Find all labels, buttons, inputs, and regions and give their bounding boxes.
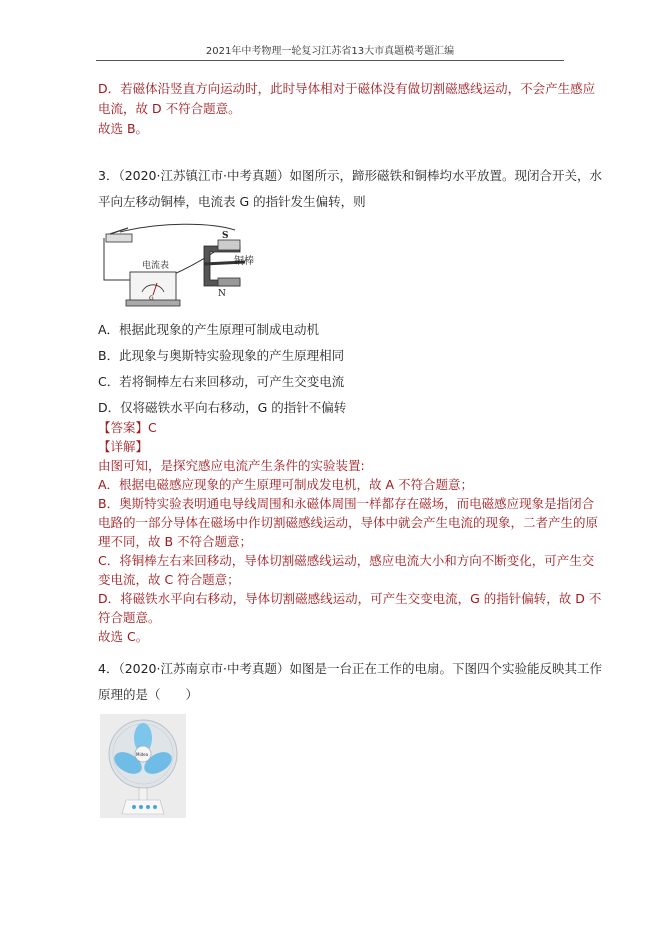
electric-fan-image xyxy=(100,714,186,818)
rod-label: 铜棒 xyxy=(234,256,254,267)
switch-base xyxy=(106,234,132,242)
q4-stem xyxy=(98,656,602,708)
q3-option-b: B．此现象与奥斯特实验现象的产生原理相同 xyxy=(98,348,345,363)
detail-line: 电路的一部分导体在磁场中作切割磁感线运动，导体中就会产生电流的现象，二者产生的原 xyxy=(98,515,599,530)
page-header: 2021年中考物理一轮复习江苏省13大市真题模考题汇编 xyxy=(205,46,455,57)
detail-line: 故选 C。 xyxy=(98,629,149,644)
north-pole-label: N xyxy=(218,289,226,299)
q4-stem-line: 4．（2020·江苏南京市·中考真题）如图是一台正在工作的电扇。下图四个实验能反映其工作 xyxy=(98,661,602,676)
detail-line: B．奥斯特实验表明通电导线周围和永磁体周围一样都存在磁场，而电磁感应现象是指闭合 xyxy=(98,496,595,511)
detail-line: D．将磁铁水平向右移动，导体切割磁感线运动，可产生交变电流，G 的指针偏转，故 D 不 xyxy=(98,591,602,606)
q3-stem xyxy=(98,163,602,215)
detail-line: 由图可知，是探究感应电流产生条件的实验装置: xyxy=(98,458,365,473)
detail-line: C．将铜棒左右来回移动，导体切割磁感线运动，感应电流大小和方向不断变化，可产生交 xyxy=(98,553,595,568)
q3-apparatus-figure xyxy=(100,220,270,310)
q3-solution xyxy=(98,418,602,646)
prev-answer-line: D．若磁体沿竖直方向运动时，此时导体相对于磁体没有做切割磁感线运动，不会产生感应 xyxy=(98,81,596,96)
detail-line: A．根据电磁感应现象的产生原理可制成发电机，故 A 不符合题意； xyxy=(98,477,474,492)
ammeter-label: 电流表 xyxy=(142,261,170,271)
south-pole-label: S xyxy=(222,231,229,241)
q3-stem-line: 3．（2020·江苏镇江市·中考真题）如图所示，蹄形磁铁和铜棒均水平放置。现闭合开关，水 xyxy=(98,168,602,183)
detail-line: 变电流，故 C 符合题意； xyxy=(98,572,240,587)
detail-line: 理不同，故 B 不符合题意； xyxy=(98,534,253,549)
q4-stem-line: 原理的是（ ） xyxy=(98,687,199,702)
previous-answer xyxy=(98,79,596,139)
detail-label: 【详解】 xyxy=(98,439,149,454)
answer-label: 【答案】C xyxy=(98,420,157,435)
prev-answer-line: 电流，故 D 不符合题意。 xyxy=(98,101,241,116)
prev-answer-line: 故选 B。 xyxy=(98,121,149,136)
q3-option-c: C．若将铜棒左右来回移动，可产生交变电流 xyxy=(98,374,345,389)
q3-option-d: D．仅将磁铁水平向右移动，G 的指针不偏转 xyxy=(98,400,347,415)
fan-brand-logo: Midea xyxy=(136,752,149,757)
q3-stem-line: 平向左移动铜棒，电流表 G 的指针发生偏转，则 xyxy=(98,194,366,209)
detail-line: 符合题意。 xyxy=(98,610,161,625)
header-rule xyxy=(96,60,564,61)
g-label: G xyxy=(149,295,154,302)
q3-option-a: A．根据此现象的产生原理可制成电动机 xyxy=(98,322,320,337)
